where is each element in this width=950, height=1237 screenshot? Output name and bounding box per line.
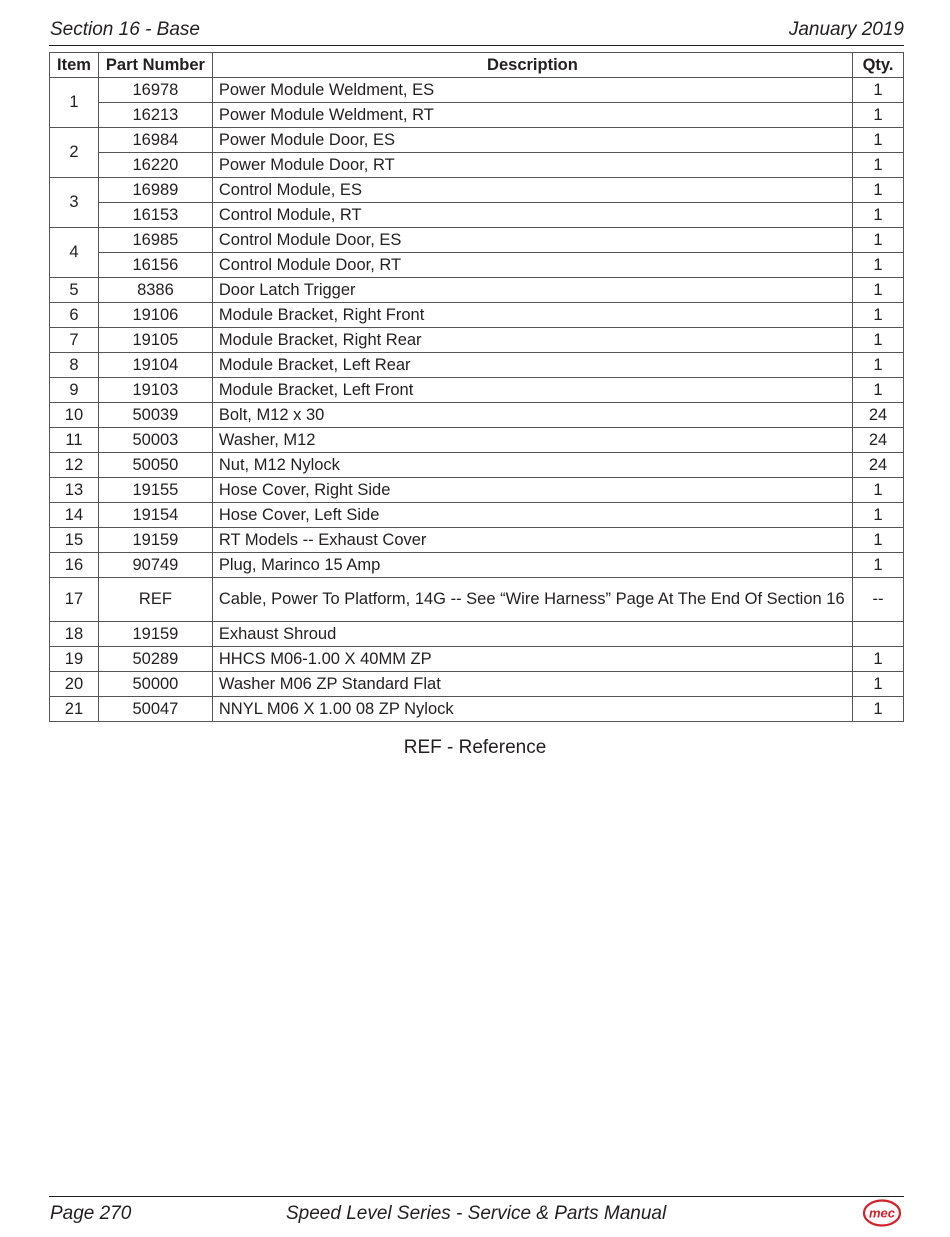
qty-cell: -- <box>853 578 904 622</box>
table-row <box>50 353 904 378</box>
page-number: Page 270 <box>50 1203 132 1224</box>
qty-cell: 1 <box>853 203 904 228</box>
qty-cell: 1 <box>853 647 904 672</box>
part-number-cell: 19104 <box>98 353 212 378</box>
description-cell: Cable, Power To Platform, 14G -- See “Wire Harness” Page At The End Of Section 16 <box>212 578 852 622</box>
description-cell: RT Models -- Exhaust Cover <box>212 528 852 553</box>
item-number-cell: 14 <box>50 503 99 528</box>
description-cell: Door Latch Trigger <box>212 278 852 303</box>
qty-cell: 1 <box>853 478 904 503</box>
description-cell: Hose Cover, Right Side <box>212 478 852 503</box>
part-number-cell: REF <box>98 578 212 622</box>
part-number-cell: 8386 <box>98 278 212 303</box>
part-number-cell: 19106 <box>98 303 212 328</box>
description-cell: Power Module Door, RT <box>212 153 852 178</box>
parts-table-body <box>50 78 904 722</box>
table-row <box>50 553 904 578</box>
qty-cell: 1 <box>853 228 904 253</box>
manual-title: Speed Level Series - Service & Parts Manual <box>286 1203 667 1224</box>
qty-cell: 1 <box>853 278 904 303</box>
item-number-cell: 18 <box>50 622 99 647</box>
part-number-cell: 19103 <box>98 378 212 403</box>
description-cell: Power Module Door, ES <box>212 128 852 153</box>
section-title: Section 16 - Base <box>50 19 200 40</box>
item-number-cell: 17 <box>50 578 99 622</box>
table-row <box>50 378 904 403</box>
table-row <box>50 528 904 553</box>
description-cell: Washer, M12 <box>212 428 852 453</box>
part-number-cell: 16156 <box>98 253 212 278</box>
item-number-cell: 4 <box>50 228 99 278</box>
table-row <box>50 228 904 253</box>
part-number-cell: 16984 <box>98 128 212 153</box>
qty-cell: 24 <box>853 453 904 478</box>
part-number-cell: 16220 <box>98 153 212 178</box>
item-number-cell: 8 <box>50 353 99 378</box>
qty-cell: 1 <box>853 697 904 722</box>
table-row <box>50 622 904 647</box>
part-number-cell: 16213 <box>98 103 212 128</box>
qty-cell: 1 <box>853 553 904 578</box>
table-row <box>50 303 904 328</box>
part-number-cell: 16978 <box>98 78 212 103</box>
table-row <box>50 672 904 697</box>
qty-cell: 1 <box>853 528 904 553</box>
qty-cell: 1 <box>853 178 904 203</box>
table-row <box>50 478 904 503</box>
description-cell: HHCS M06-1.00 X 40MM ZP <box>212 647 852 672</box>
table-row <box>50 453 904 478</box>
table-row <box>50 278 904 303</box>
part-number-cell: 50289 <box>98 647 212 672</box>
parts-table <box>49 52 904 722</box>
item-number-cell: 19 <box>50 647 99 672</box>
part-number-cell: 16989 <box>98 178 212 203</box>
part-number-cell: 90749 <box>98 553 212 578</box>
qty-cell: 1 <box>853 103 904 128</box>
table-row <box>50 503 904 528</box>
table-row <box>50 428 904 453</box>
item-number-cell: 5 <box>50 278 99 303</box>
logo-text: mec <box>868 1205 896 1221</box>
description-cell: Module Bracket, Left Rear <box>212 353 852 378</box>
description-cell: Power Module Weldment, RT <box>212 103 852 128</box>
table-row <box>50 103 904 128</box>
description-cell: Module Bracket, Left Front <box>212 378 852 403</box>
part-number-cell: 16985 <box>98 228 212 253</box>
part-number-cell: 16153 <box>98 203 212 228</box>
column-header-item: Item <box>50 53 99 78</box>
qty-cell: 1 <box>853 253 904 278</box>
qty-cell: 1 <box>853 378 904 403</box>
item-number-cell: 15 <box>50 528 99 553</box>
item-number-cell: 13 <box>50 478 99 503</box>
table-row <box>50 178 904 203</box>
item-number-cell: 6 <box>50 303 99 328</box>
part-number-cell: 50047 <box>98 697 212 722</box>
item-number-cell: 11 <box>50 428 99 453</box>
table-row <box>50 328 904 353</box>
description-cell: Nut, M12 Nylock <box>212 453 852 478</box>
description-cell: Control Module Door, RT <box>212 253 852 278</box>
qty-cell: 24 <box>853 403 904 428</box>
item-number-cell: 10 <box>50 403 99 428</box>
mec-logo <box>862 1198 902 1228</box>
description-cell: Control Module, RT <box>212 203 852 228</box>
part-number-cell: 50000 <box>98 672 212 697</box>
part-number-cell: 19154 <box>98 503 212 528</box>
column-header-description: Description <box>212 53 852 78</box>
header-date: January 2019 <box>788 19 904 40</box>
description-cell: Hose Cover, Left Side <box>212 503 852 528</box>
description-cell: Control Module Door, ES <box>212 228 852 253</box>
qty-cell: 1 <box>853 128 904 153</box>
table-row <box>50 78 904 103</box>
item-number-cell: 2 <box>50 128 99 178</box>
part-number-cell: 19159 <box>98 528 212 553</box>
description-cell: Plug, Marinco 15 Amp <box>212 553 852 578</box>
part-number-cell: 19159 <box>98 622 212 647</box>
description-cell: Bolt, M12 x 30 <box>212 403 852 428</box>
table-row <box>50 128 904 153</box>
table-row <box>50 203 904 228</box>
qty-cell: 1 <box>853 303 904 328</box>
column-header-qty: Qty. <box>853 53 904 78</box>
table-row <box>50 578 904 622</box>
page-footer <box>49 1196 904 1233</box>
part-number-cell: 50050 <box>98 453 212 478</box>
column-header-part-number: Part Number <box>98 53 212 78</box>
table-row <box>50 253 904 278</box>
part-number-cell: 19155 <box>98 478 212 503</box>
description-cell: Module Bracket, Right Rear <box>212 328 852 353</box>
description-cell: Washer M06 ZP Standard Flat <box>212 672 852 697</box>
qty-cell: 1 <box>853 503 904 528</box>
qty-cell <box>853 622 904 647</box>
page-header <box>49 19 904 46</box>
part-number-cell: 50003 <box>98 428 212 453</box>
item-number-cell: 1 <box>50 78 99 128</box>
part-number-cell: 50039 <box>98 403 212 428</box>
description-cell: Control Module, ES <box>212 178 852 203</box>
item-number-cell: 7 <box>50 328 99 353</box>
description-cell: Power Module Weldment, ES <box>212 78 852 103</box>
item-number-cell: 21 <box>50 697 99 722</box>
item-number-cell: 16 <box>50 553 99 578</box>
qty-cell: 1 <box>853 328 904 353</box>
table-row <box>50 697 904 722</box>
qty-cell: 1 <box>853 78 904 103</box>
table-row <box>50 403 904 428</box>
part-number-cell: 19105 <box>98 328 212 353</box>
item-number-cell: 12 <box>50 453 99 478</box>
reference-note: REF - Reference <box>403 737 547 758</box>
qty-cell: 1 <box>853 672 904 697</box>
table-row <box>50 647 904 672</box>
item-number-cell: 3 <box>50 178 99 228</box>
qty-cell: 24 <box>853 428 904 453</box>
table-header-row <box>50 53 904 78</box>
item-number-cell: 9 <box>50 378 99 403</box>
table-row <box>50 153 904 178</box>
description-cell: Module Bracket, Right Front <box>212 303 852 328</box>
description-cell: Exhaust Shroud <box>212 622 852 647</box>
qty-cell: 1 <box>853 153 904 178</box>
item-number-cell: 20 <box>50 672 99 697</box>
description-cell: NNYL M06 X 1.00 08 ZP Nylock <box>212 697 852 722</box>
qty-cell: 1 <box>853 353 904 378</box>
